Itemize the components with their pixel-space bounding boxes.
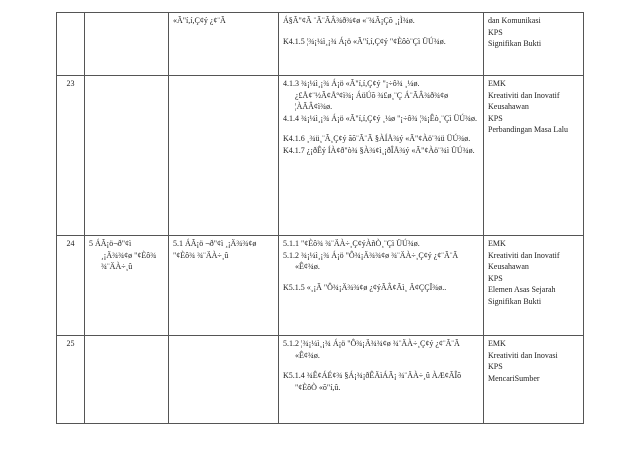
standard-line: 5 ÁÃ¡ö¬ð"¢ì [89,239,132,248]
resource-item: Signifikan Bukti [488,39,542,48]
indicator-item: 4.1.3 ¾¡¼ì¸¡¾ Á¡ö «Ã"í,í,Ç¢ý "¡÷ô¾ ¸¼ø. ¿£Å¢¨½Ã¢Åº¢ì¾¡ ÁüÚõ ¾£ø¸¨Ç Á¨ÃÂ¾ð¾¢ø ¦ÀÃÂ¢ì¾ø. [283,79,449,111]
table-row [57,76,584,236]
spacer [283,361,479,370]
standard-line: ¾¨ÄÀ÷¸û [101,262,133,271]
resource-item: Kreativiti dan Inovasi [488,350,558,360]
resource-cell [484,236,584,336]
resource-item: Perbandingan Masa Lalu [488,125,568,134]
resource-cell [484,13,584,76]
standard-cell [85,76,169,236]
content-cell [169,336,279,424]
row-number-cell [57,76,85,236]
resource-item: Keusahawan [488,102,529,111]
content-cell [169,13,279,76]
resource-item: EMK [488,239,506,248]
resource-item: Keusahawan [488,262,529,271]
indicator-item: K4.1.5 ¦¾¡¼ì¸¡¾ Á¡ö «Ã"í,í,Ç¢ý "¢Èôò¨Çì ÜÚ¾ø. [283,36,446,46]
table-row [57,236,584,336]
indicator-item: 5.1.1 "¢Èô¾ ¾¨ÄÀ÷¸Ç¢ýÀñÒ¸¨Çì ÜÚ¾ø. [283,239,420,248]
resource-item: EMK [488,79,506,88]
resource-item: KPS [488,113,503,123]
resource-cell [484,336,584,424]
indicator-item: K5.1.5 «¸¡Ã "Ô¾¡Ä¾¾¢ø ¿¢ýÃÂ¢Ãì¸ Ä¢ÇÇÏ¾ø.. [283,282,447,292]
row-number-cell [57,336,85,424]
resource-item: KPS [488,27,503,37]
indicator-item: K4.1.6 ¸¾ü¸¨Ã¸Ç¢ý ãõ¨Ã¨Ã §ÀÍÅ¾ý «Ã"¢Àö¨¾ü ÜÚ¾ø. [283,134,471,143]
standard-cell [85,236,169,336]
indicator-item: K5.1.4 ¾Ê¢ÁÉ¢¾ §Á¡¾¡ðÊÄìÁÃ¡ ¾¨ÄÀ÷¸û ÀÆ¢ÃÎõ "¢ÈôÒ «õ"í,û. [283,371,462,392]
indicator-cell [279,13,484,76]
resource-item: EMK [488,339,506,348]
resource-item: dan Komunikasi [488,16,541,25]
table-row [57,336,584,424]
indicator-item: 4.1.4 ¾¡¼ì¸¡¾ Á¡ö «Ã"í,í,Ç¢ý ¸¼ø "¡÷ô¾ ¦¾¡Êò¸¨Çì ÜÚ¾ø. [283,113,478,123]
resource-item: KPS [488,273,503,283]
indicator-item: K4.1.7 ¿¡ðÊý ÍÀ¢ð"ò¾ §À¾¢ì¸¡ðÎÅ¾ý «Ã"¢Àö¨¾ì ÜÚ¾ø. [283,145,475,155]
resource-item: Kreativiti dan Inovatif [488,90,560,100]
resource-item: Elemen Asas Sejarah [488,285,556,294]
indicator-cell [279,76,484,236]
resource-item: KPS [488,362,503,371]
resource-item: Signifikan Bukti [488,296,542,306]
indicator-item: 5.1.2 ¦¾¡¼ì¸¡¾ Á¡ö "Ô¾¡Ä¾¾¢ø ¾¨ÄÀ÷¸Ç¢ý ¿¢¨Ã¨Ã «Ê¢¾ø. [283,339,460,360]
indicator-item: Á§Ã"¢Ã ¨Ã¨ÃÂ¾ð¾¢ø «¨¾Ã¡Çõ ¸¡Ì¾ø. [283,16,415,25]
indicator-item: 5.1.2 ¾¡¼ì¸¡¾ Á¡ö "Ô¾¡Ä¾¾¢ø ¾¨ÄÀ÷¸Ç¢ý ¿¢¨Ã¨Ã «Ê¢¾ø. [283,250,459,271]
content-line: 5.1 ÁÃ¡ö ¬ð"¢ì ¸¡Ä¾¾¢ø [173,239,257,248]
resource-item: Kreativiti dan Inovatif [488,250,560,260]
row-number-cell [57,236,85,336]
row-number: 25 [66,339,75,348]
resource-cell [484,76,584,236]
resource-item: MencariSumber [488,373,540,383]
lesson-plan-table [56,12,584,424]
row-number: 24 [66,239,75,248]
indicator-cell [279,336,484,424]
standard-cell [85,13,169,76]
spacer [283,124,479,133]
content-line: «Ã"í,í,Ç¢ý ¿¢¨Ã [173,16,226,25]
indicator-cell [279,236,484,336]
spacer [283,273,479,282]
content-line: "¢Èô¾ ¾¨ÄÀ÷¸û [173,250,229,260]
row-number-cell [57,13,85,76]
standard-line: ¸¡Ä¾¾¢ø "¢Èô¾ [101,250,157,260]
content-cell [169,76,279,236]
spacer [283,27,479,36]
table-row [57,13,584,76]
standard-cell [85,336,169,424]
row-number: 23 [66,79,75,88]
content-cell [169,236,279,336]
